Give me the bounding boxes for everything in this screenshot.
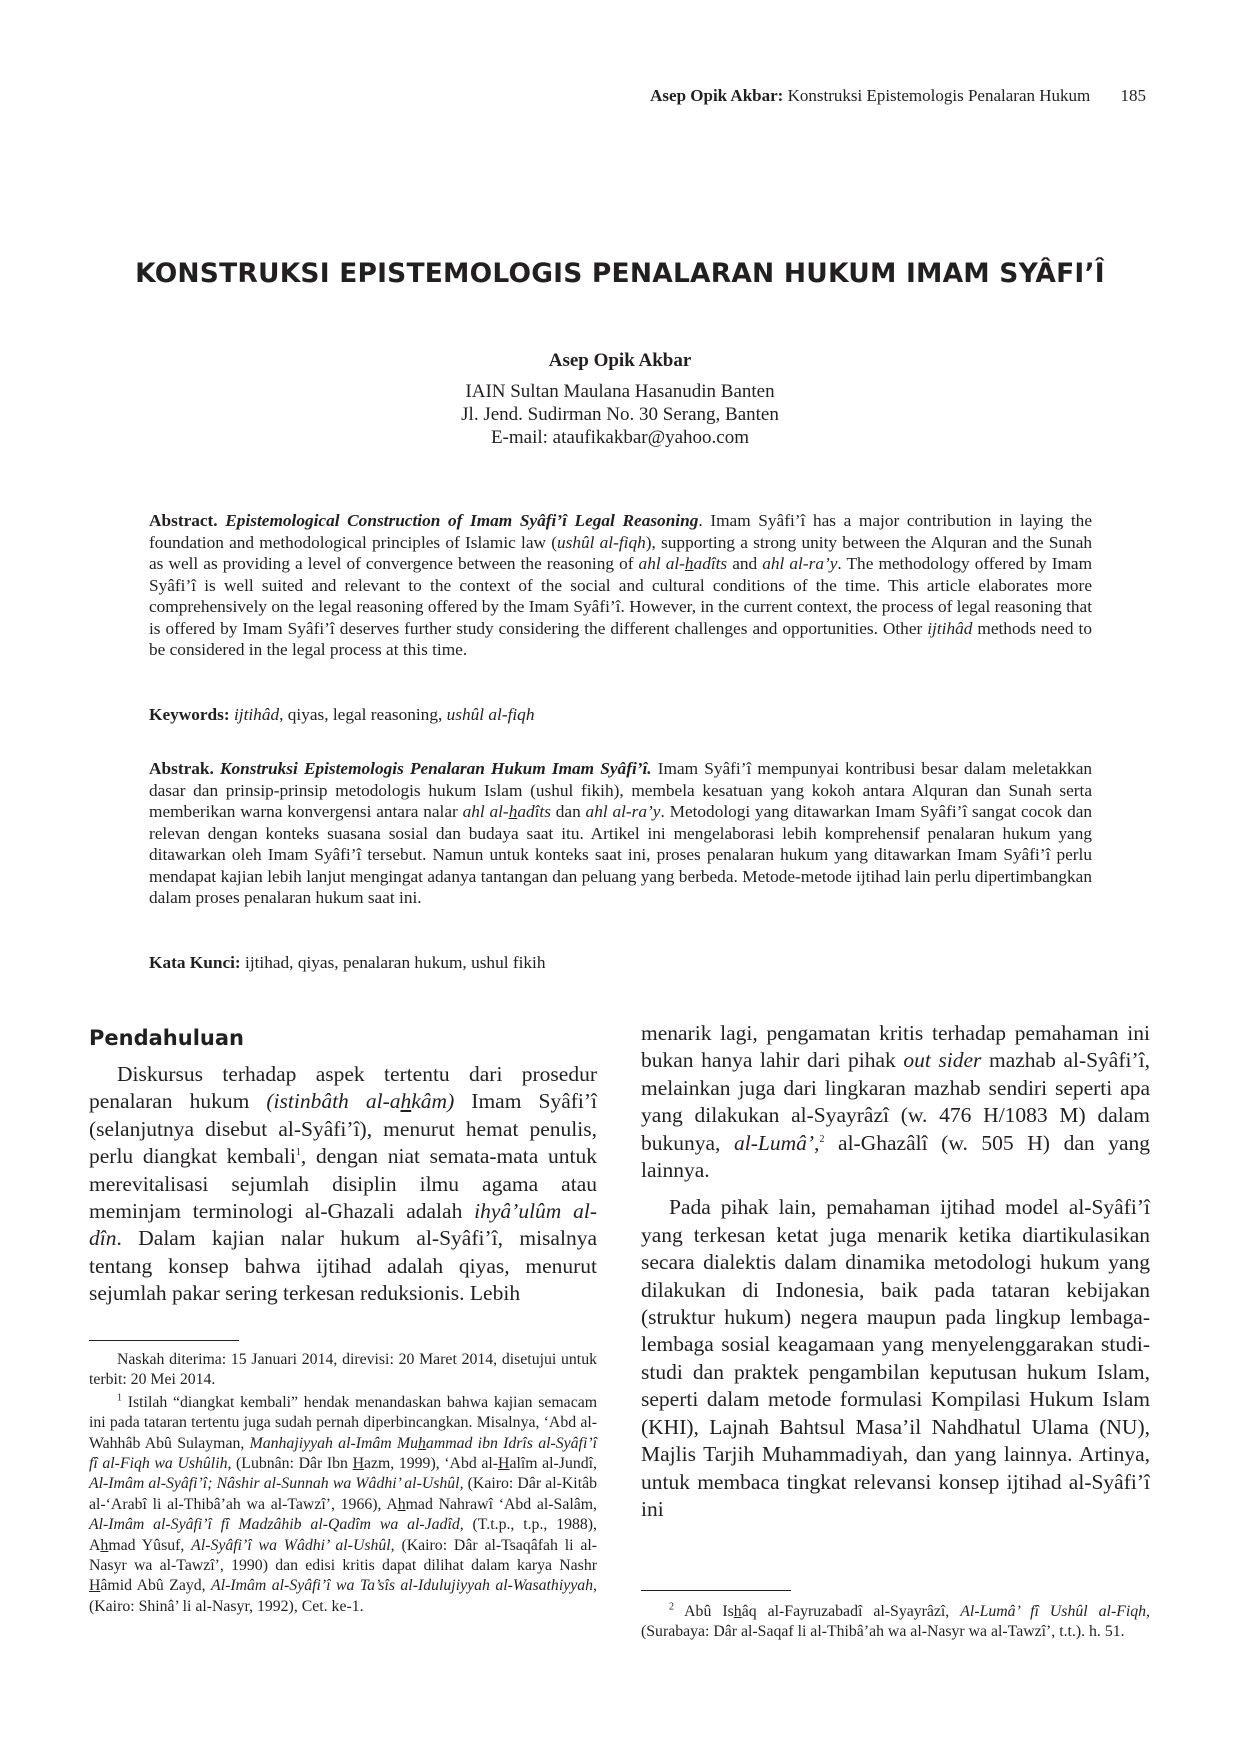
footnote-ref-2: 2 <box>819 1133 825 1145</box>
footnote-2: $^2$ Abû Ishâq al-Fayruzabadî al-Syayrâzî, Al-Lumâ’ fî Ushûl al-Fiqh, (Surabaya: Dâr al-Saqaf li al-Thibâ’ah wa al-Nasyr wa al-Tawzî’, t.t.). h. 51. <box>641 1601 1150 1641</box>
paragraph: Diskursus terhadap aspek tertentu dari prosedur penalaran hukum (istinbâth al-ahkâm) Imam Syâfi’î (selanjutnya disebut al-Syâfi’î), menurut hemat penulis, perlu diangkat kembali$^1$, dengan niat semata-mata untuk merevitalisasi sejumlah disiplin ilmu agama atau meminjam terminologi al-Ghazali adalah ihyâ’ulûm al-dîn. Dalam kajian nalar hukum al-Syâfi’î, misalnya tentang konsep bahwa ijtihad adalah qiyas, menurut sejumlah pakar sering terkesan reduksionis. Lebih <box>89 1062 598 1306</box>
abstrak-title: Konstruksi Epistemologis Penalaran Hukum Imam Syâfi’î. <box>219 759 652 778</box>
footnote-1: $^1$ Istilah “diangkat kembali” hendak menandaskan bahwa kajian semacam ini pada tataran tertentu juga sudah pernah diperbincangkan. Misalnya, ‘Abd al-Wahhâb Abû Sulayman, Manhajiyyah al-Imâm Muhammad ibn Idrîs al-Syâfi’î fî al-Fiqh wa Ushûlih, (Lubnân: Dâr Ibn Hazm, 1999), ‘Abd al-Halîm al-Jundî, Al-Imâm al-Syâfi’î; Nâshir al-Sunnah wa Wâdhi’ al-Ushûl, (Kairo: Dâr al-Kitâb al-‘Arabî li al-Thibâ’ah wa al-Tawzî’, 1966), Ahmad Nahrawî ‘Abd al-Salâm, Al-Imâm al-Syâfi’î fî Madzâhib al-Qadîm wa al-Jadîd, (T.t.p., t.p., 1988), Ahmad Yûsuf, Al-Syâfi’î wa Wâdhi’ al-Ushûl, (Kairo: Dâr al-Tsaqâfah li al-Nasyr wa al-Tawzî’, 1990) dan edisi kritis dapat dilihat dalam karya Nashr Hâmid Abû Zayd, Al-Imâm al-Syâfi’î wa Ta’sîs al-Idulujiyyah al-Wasathiyyah, (Kairo: Shinâ’ li al-Nasyr, 1992), Cet. ke-1. <box>89 1392 598 1615</box>
abstract-english: Abstract. Epistemological Construction of Imam Syâfi’î Legal Reasoning. Imam Syâfi’î has a major contribution in laying the foundation and methodological principles of Islamic law (ushûl al-fiqh), supporting a strong unity between the Alquran and the Sunah as well as providing a level of convergence between the reasoning of ahl al-hadîts and ahl al-ra’y. The methodology offered by Imam Syâfi’î is well suited and relevant to the context of the social and cultural conditions of the time. This article elaborates more comprehensively on the legal reasoning offered by the Imam Syâfi’î. However, in the current context, the process of legal reasoning that is offered by Imam Syâfi’î deserves further study considering the different challenges and opportunities. Other ijtihâd methods need to be considered in the legal process at this time. <box>149 511 1093 659</box>
body-left-column <box>89 1061 597 1308</box>
section-heading: Pendahuluan <box>89 1026 244 1050</box>
footnotes-right <box>641 1602 1150 1643</box>
keywords: Keywords: ijtihâd, qiyas, legal reasoning, ushûl al-fiqh <box>149 705 535 724</box>
abstrak-label: Abstrak. <box>149 759 214 778</box>
footnotes-left <box>89 1350 597 1617</box>
page-number: 185 <box>1120 86 1146 105</box>
body-right-column <box>641 1020 1150 1523</box>
abstract-label: Abstract. <box>149 511 218 530</box>
kata-kunci-label: Kata Kunci: <box>149 953 241 972</box>
article-title: KONSTRUKSI EPISTEMOLOGIS PENALARAN HUKUM IMAM SYÂFI’Î <box>135 258 1105 289</box>
running-head-title: Konstruksi Epistemologis Penalaran Hukum <box>787 86 1091 105</box>
affiliation-institution: IAIN Sultan Maulana Hasanudin Banten <box>465 381 775 402</box>
author-block <box>0 350 1240 449</box>
abstract-title: Epistemological Construction of Imam Syâfi’î Legal Reasoning <box>225 511 699 530</box>
author-name: Asep Opik Akbar <box>548 350 692 371</box>
footnote-rule-right <box>641 1590 791 1591</box>
running-head <box>600 86 1146 106</box>
affiliation-address: Jl. Jend. Sudirman No. 30 Serang, Banten <box>461 404 779 425</box>
author-email: E-mail: ataufikakbar@yahoo.com <box>490 427 750 448</box>
footnote-ref-1: 1 <box>295 1147 301 1159</box>
keywords-label: Keywords: <box>149 705 230 724</box>
abstract-indonesian: Abstrak. Konstruksi Epistemologis Penalaran Hukum Imam Syâfi’î. Imam Syâfi’î mempunyai kontribusi besar dalam meletakkan dasar dan prinsip-prinsip metodologis hukum Islam (ushul fikih), membela kesatuan yang kokoh antara Alquran dan Sunah serta memberikan warna konvergensi antara nalar ahl al-hadîts dan ahl al-ra’y. Metodologi yang ditawarkan Imam Syâfi’î sangat cocok dan relevan dengan konteks suasana sosial dan budaya saat itu. Artikel ini mengelaborasi lebih komprehensif penalaran hukum yang ditawarkan oleh Imam Syâfi’î tersebut. Namun untuk konteks saat ini, proses penalaran hukum yang ditawarkan Imam Syâfi’î perlu mendapat kajian lebih lanjut mengingat adanya tantangan dan peluang yang berbeda. Metode-metode ijtihad lain perlu dipertimbangkan dalam proses penalaran hukum saat ini. <box>149 759 1093 907</box>
running-head-author: Asep Opik Akbar: <box>650 86 784 105</box>
kata-kunci: Kata Kunci: ijtihad, qiyas, penalaran hukum, ushul fikih <box>149 953 546 972</box>
received-note: Naskah diterima: 15 Januari 2014, direvisi: 20 Maret 2014, disetujui untuk terbit: 20 Mei 2014. <box>89 1351 597 1389</box>
footnote-rule-left <box>89 1340 239 1341</box>
paragraph: Pada pihak lain, pemahaman ijtihad model al-Syâfi’î yang terkesan ketat juga menarik ketika diartikulasikan secara dialektis dalam dinamika metodologi hukum yang dilakukan di Indonesia, baik pada tataran kebijakan (struktur hukum) negera maupun pada lingkup lembaga-lembaga sosial keagamaan yang menyelenggarakan studi-studi dan praktek pengambilan keputusan hukum Islam, seperti dalam metode formulasi Kompilasi Hukum Islam (KHI), Lajnah Bahtsul Masa’il Nahdhatul Ulama (NU), Majlis Tarjih Muhammadiyah, dan yang lainnya. Artinya, untuk membaca tingkat relevansi konsep ijtihad al-Syâfi’î ini <box>641 1195 1150 1521</box>
paragraph: menarik lagi, pengamatan kritis terhadap pemahaman ini bukan hanya lahir dari pihak out sider mazhab al-Syâfi’î, melainkan juga dari lingkaran mazhab sendiri seperti apa yang dilakukan al-Syayrâzî (w. 476 H/1083 M) dalam bukunya, al-Lumâ’,$^2$ al-Ghazâlî (w. 505 H) dan yang lainnya. <box>641 1021 1151 1183</box>
